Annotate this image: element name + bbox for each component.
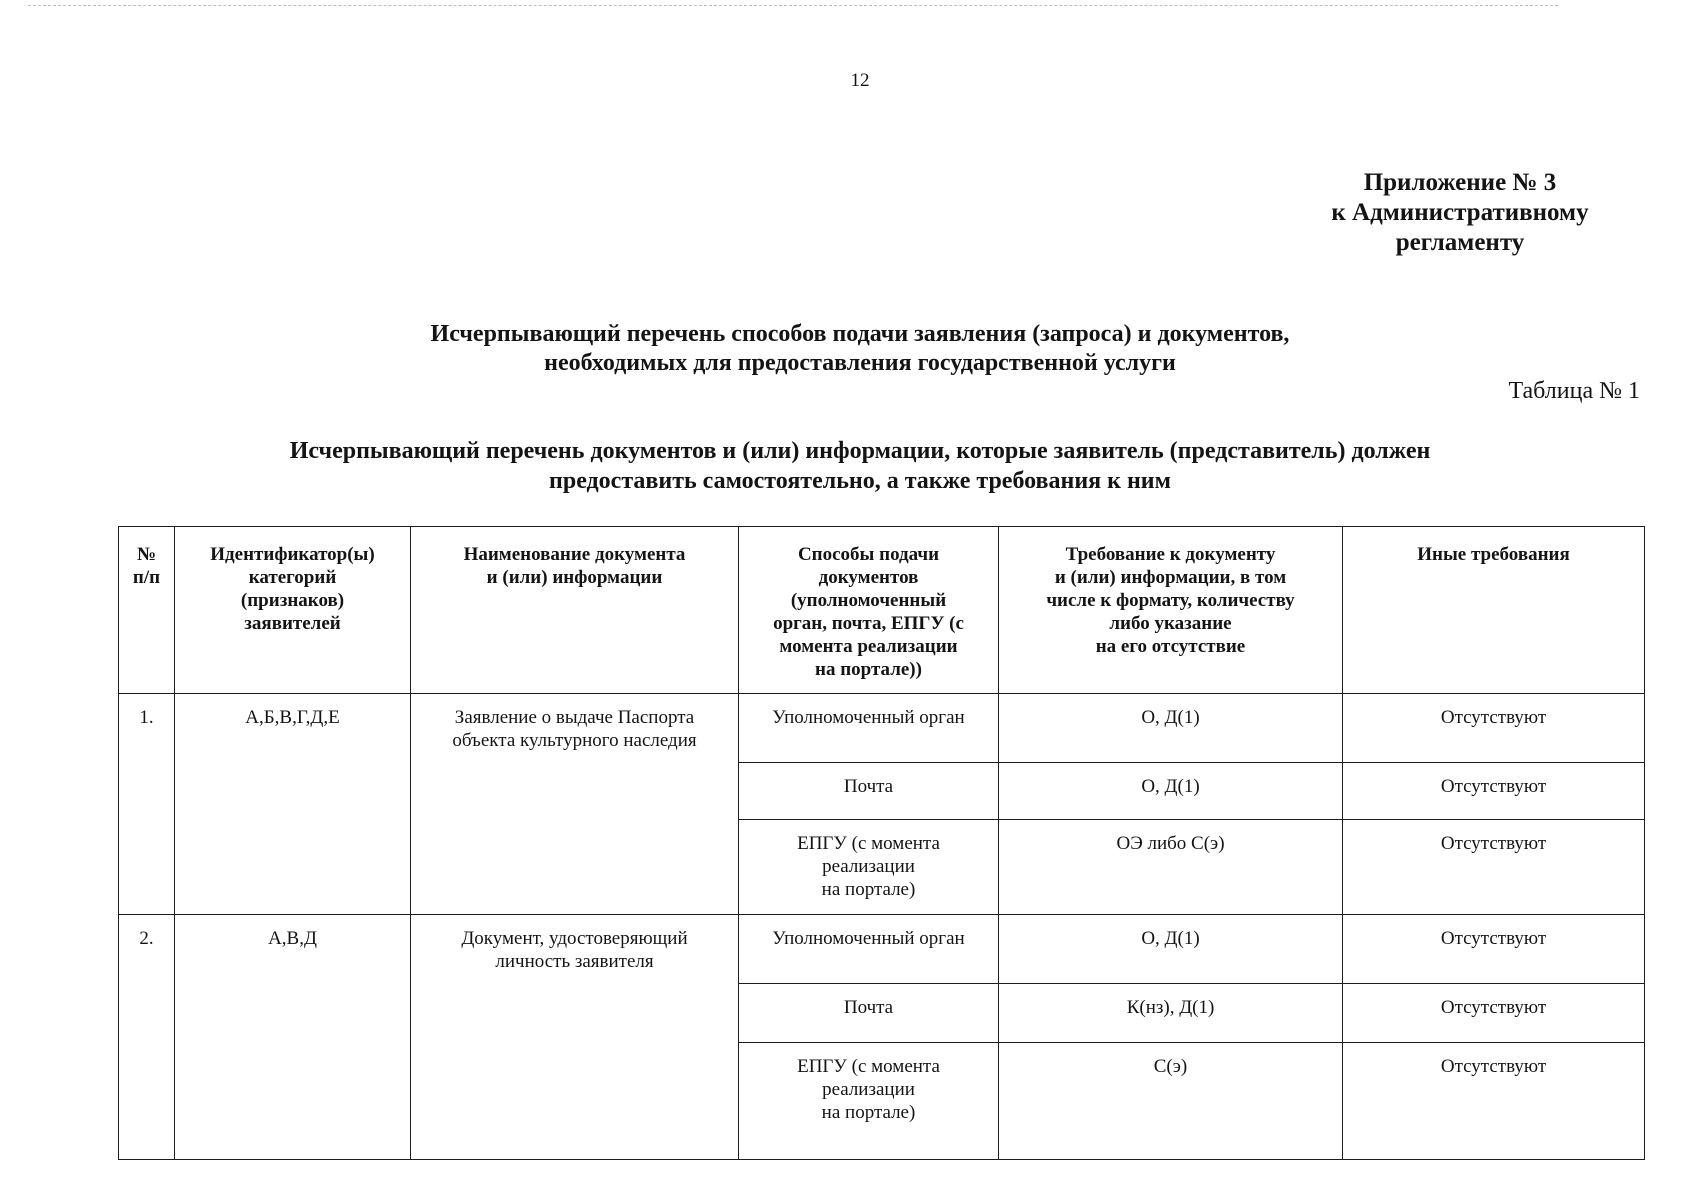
documents-table <box>118 526 1645 1160</box>
row-number: 2. <box>119 915 175 1160</box>
title-line: необходимых для предоставления государственной услуги <box>544 350 1176 376</box>
title-line: Исчерпывающий перечень способов подачи заявления (запроса) и документов, <box>430 321 1290 347</box>
row-requirement: К(нз), Д(1) <box>999 984 1343 1043</box>
appendix-line: регламенту <box>1395 229 1525 256</box>
row-other-requirements: Отсутствуют <box>1343 820 1645 915</box>
row-categories: А,В,Д <box>175 915 411 1160</box>
row-other-requirements: Отсутствуют <box>1343 694 1645 763</box>
row-number: 1. <box>119 694 175 915</box>
header-methods: Способы подачи документов (уполномоченный орган, почта, ЕПГУ (с момента реализации на портале)) <box>739 527 999 694</box>
row-requirement: О, Д(1) <box>999 763 1343 820</box>
row-method: Уполномоченный орган <box>739 915 999 984</box>
table-row <box>119 915 1645 984</box>
row-requirement: О, Д(1) <box>999 694 1343 763</box>
row-requirement: С(э) <box>999 1043 1343 1160</box>
row-method: Почта <box>739 984 999 1043</box>
subtitle-line: Исчерпывающий перечень документов и (или) информации, которые заявитель (представитель) должен <box>289 438 1431 464</box>
row-requirement: О, Д(1) <box>999 915 1343 984</box>
row-other-requirements: Отсутствуют <box>1343 984 1645 1043</box>
appendix-line: Приложение № 3 <box>1363 169 1557 196</box>
row-method: Почта <box>739 763 999 820</box>
page-number: 12 <box>850 70 870 91</box>
row-other-requirements: Отсутствуют <box>1343 915 1645 984</box>
appendix-header <box>1290 168 1630 258</box>
header-document: Наименование документа и (или) информации <box>411 527 739 694</box>
row-document-name: Документ, удостоверяющий личность заявителя <box>411 915 739 1160</box>
scan-edge-line <box>28 5 1558 6</box>
row-categories: А,Б,В,Г,Д,Е <box>175 694 411 915</box>
row-document-name: Заявление о выдаче Паспорта объекта культурного наследия <box>411 694 739 915</box>
header-categories: Идентификатор(ы) категорий (признаков) заявителей <box>175 527 411 694</box>
row-other-requirements: Отсутствуют <box>1343 763 1645 820</box>
appendix-line: к Административному <box>1331 199 1589 226</box>
table-label: Таблица № 1 <box>1508 378 1640 404</box>
subtitle-line: предоставить самостоятельно, а также требования к ним <box>549 468 1171 494</box>
header-other: Иные требования <box>1343 527 1645 694</box>
document-title <box>230 320 1490 378</box>
header-num: № п/п <box>119 527 175 694</box>
table-row <box>119 694 1645 763</box>
row-other-requirements: Отсутствуют <box>1343 1043 1645 1160</box>
header-requirements: Требование к документу и (или) информации, в том числе к формату, количеству либо указание на его отсутствие <box>999 527 1343 694</box>
row-method: ЕПГУ (с момента реализации на портале) <box>739 820 999 915</box>
table-header-row <box>119 527 1645 694</box>
row-requirement: ОЭ либо С(э) <box>999 820 1343 915</box>
row-method: ЕПГУ (с момента реализации на портале) <box>739 1043 999 1160</box>
row-method: Уполномоченный орган <box>739 694 999 763</box>
table-title <box>150 436 1570 496</box>
